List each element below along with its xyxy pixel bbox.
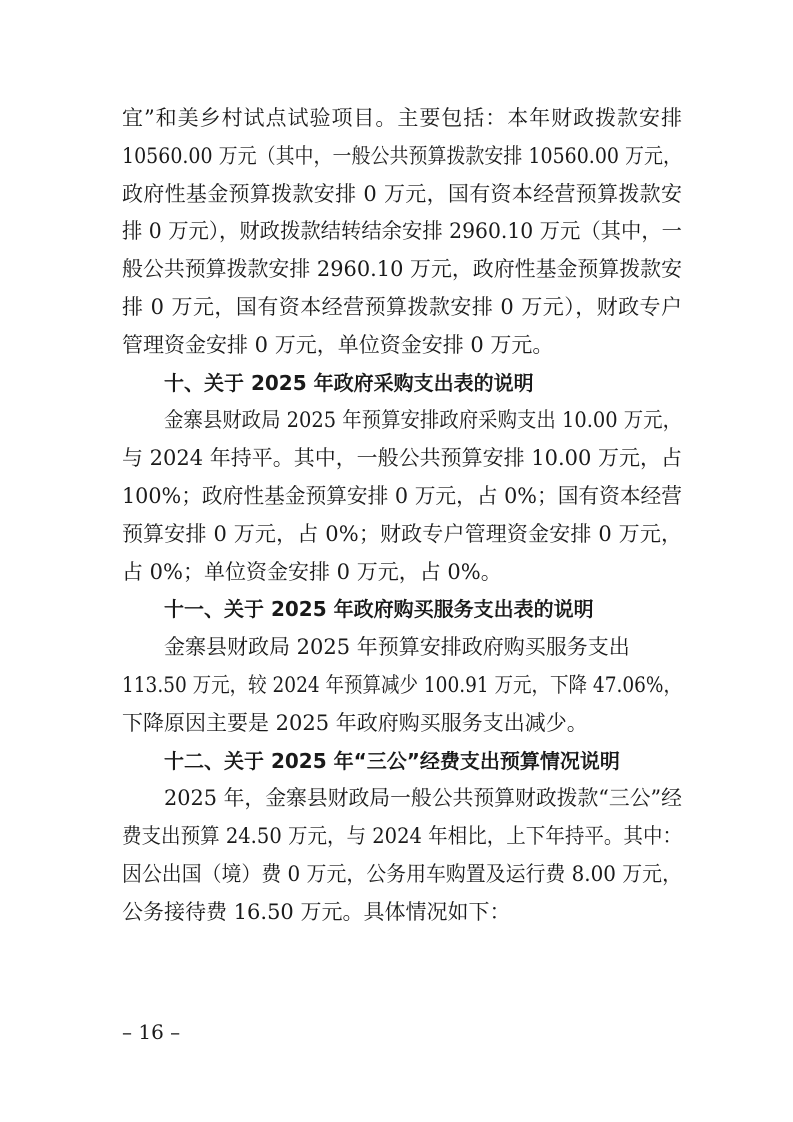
- paragraph-line: [122, 516, 682, 554]
- line-text: 般公共预算拨款安排 2960.10 万元，政府性基金预算拨款安: [122, 257, 682, 282]
- paragraph-line: [122, 705, 682, 743]
- line-text: 十、关于 2025 年政府采购支出表的说明: [164, 370, 534, 395]
- line-text: 费支出预算 24.50 万元，与 2024 年相比，上下年持平。其中：: [122, 824, 682, 849]
- line-text: 金寨县财政局 2025 年预算安排政府采购支出 10.00 万元，: [164, 408, 682, 433]
- paragraph-line: [122, 402, 682, 440]
- paragraph-line: [122, 327, 682, 365]
- line-text: 预算安排 0 万元，占 0%；财政专户管理资金安排 0 万元，: [122, 521, 683, 546]
- line-text: 十二、关于 2025 年“三公”经费支出预算情况说明: [164, 748, 620, 773]
- line-text: 2025 年，金寨县财政局一般公共预算财政拨款“三公”经: [164, 786, 682, 811]
- section-heading: [122, 743, 682, 781]
- paragraph-line: [122, 667, 682, 705]
- paragraph-line: [122, 289, 682, 327]
- line-text: 公务接待费 16.50 万元。具体情况如下：: [122, 899, 511, 924]
- line-text: 十一、关于 2025 年政府购买服务支出表的说明: [164, 597, 594, 622]
- paragraph-line: [122, 251, 682, 289]
- document-body: [122, 100, 682, 932]
- paragraph-line: [122, 780, 682, 818]
- line-text: 100%；政府性基金预算安排 0 万元，占 0%；国有资本经营: [122, 483, 682, 508]
- paragraph-line: [122, 894, 682, 932]
- line-text: 政府性基金预算拨款安排 0 万元，国有资本经营预算拨款安: [122, 181, 683, 206]
- paragraph-line: [122, 176, 682, 214]
- line-text: 因公出国（境）费 0 万元，公务用车购置及运行费 8.00 万元，: [122, 861, 682, 886]
- paragraph-line: [122, 629, 682, 667]
- line-text: 占 0%；单位资金安排 0 万元，占 0%。: [122, 559, 502, 584]
- line-text: 管理资金安排 0 万元，单位资金安排 0 万元。: [122, 332, 554, 357]
- paragraph-line: [122, 818, 682, 856]
- section-heading: [122, 365, 682, 403]
- paragraph-line: [122, 100, 682, 138]
- paragraph-line: [122, 856, 682, 894]
- line-text: 10560.00 万元（其中，一般公共预算拨款安排 10560.00 万元，: [122, 143, 682, 168]
- section-heading: [122, 591, 682, 629]
- line-text: 与 2024 年持平。其中，一般公共预算安排 10.00 万元，占: [122, 446, 682, 471]
- line-text: 宜”和美乡村试点试验项目。主要包括：本年财政拨款安排: [122, 106, 683, 130]
- paragraph-line: [122, 440, 682, 478]
- line-text: 113.50 万元，较 2024 年预算减少 100.91 万元，下降 47.06%，: [122, 672, 682, 697]
- paragraph-line: [122, 213, 682, 251]
- line-text: 排 0 万元），财政拨款结转结余安排 2960.10 万元（其中，一: [122, 219, 682, 244]
- line-text: 排 0 万元，国有资本经营预算拨款安排 0 万元），财政专户: [122, 294, 683, 319]
- line-text: 金寨县财政局 2025 年预算安排政府购买服务支出: [164, 635, 630, 660]
- paragraph-line: [122, 554, 682, 592]
- paragraph-line: [122, 138, 682, 176]
- page-number: – 16 –: [122, 1020, 181, 1044]
- line-text: 下降原因主要是 2025 年政府购买服务支出减少。: [122, 710, 588, 735]
- paragraph-line: [122, 478, 682, 516]
